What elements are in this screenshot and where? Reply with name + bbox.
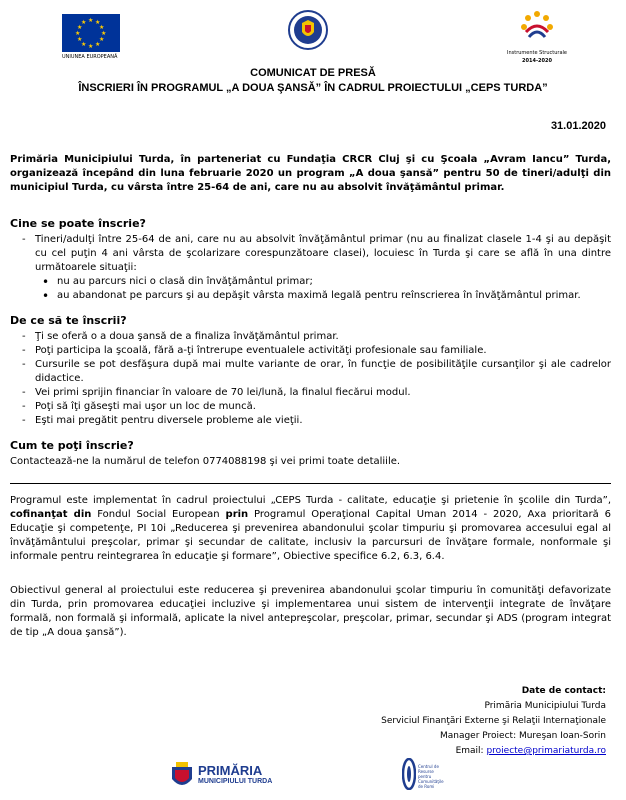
list-item: - Ţi se oferă o a doua şansă de a finaliza învăţământul primar. [10, 330, 611, 344]
government-seal-icon [288, 10, 328, 50]
structural-instruments-caption: Instrumente Structurale [507, 50, 567, 56]
structural-instruments-years: 2014-2020 [522, 58, 552, 64]
email-link[interactable]: proiecte@primariaturda.ro [486, 746, 606, 756]
crcr-logo [402, 758, 448, 790]
government-logo [288, 10, 328, 50]
primaria-wordmark [198, 765, 272, 787]
section-how-title: Cum te poţi înscrie? [10, 439, 134, 452]
list-item: - Poţi să îţi găseşti mai uşor un loc de muncă. [10, 400, 611, 414]
list-item [10, 233, 611, 303]
primaria-logo [170, 758, 272, 794]
primaria-title: PRIMĂRIA [198, 763, 263, 778]
section-who-title: Cine se poate înscrie? [10, 217, 146, 230]
crcr-emblem-icon [402, 758, 416, 790]
turda-coat-of-arms-icon [170, 761, 194, 791]
divider [10, 483, 611, 484]
project-text-bold: cofinanţat din [10, 509, 92, 520]
contact-block [346, 684, 606, 759]
list-item: - Vei primi sprijin financiar în valoare de 70 lei/lună, la finalul fiecărui modul. [10, 386, 611, 400]
eu-caption: UNIUNEA EUROPEANĂ [62, 54, 118, 60]
project-text-bold: prin [225, 509, 249, 520]
primaria-subtitle: MUNICIPIULUI TURDA [198, 778, 273, 785]
contact-org: Primăria Municipiului Turda [484, 701, 606, 711]
main-content [10, 153, 611, 660]
bullet-item: • nu au parcurs nici o clasă din învăţământul primar; [35, 275, 611, 289]
contact-title: Date de contact: [521, 686, 606, 696]
project-text: Fondul Social European [91, 509, 226, 520]
how-text: Contactează-ne la numărul de telefon 0774088198 şi vei primi toate detaliile. [10, 456, 401, 467]
eu-logo [62, 14, 124, 60]
project-text: Programul Operaţional Capital Uman 2014 - 2020, Axa prioritară 6 Educaţie şi competenţe, PI 10i „Reducerea şi prevenirea abandonului şcolar timpuriu şi promovarea accesului egal al învăţământului preşcolar, primar şi secundar de calitate, inclusiv la parcursuri de învăţare formale, nonformale şi informale pentru reintegrarea în educaţie şi formare”, Obiective specifice 6.2, 6.3, 6.4. [10, 509, 612, 562]
crcr-caption: Centrul de Resurse pentru Comunităţile de Romi [418, 764, 444, 789]
structural-instruments-icon [520, 10, 554, 44]
situation-bullets [35, 275, 611, 303]
header-subtitle: ÎNSCRIERI ÎN PROGRAMUL „A DOUA ŞANSĂ” ÎN CADRUL PROIECTULUI „CEPS TURDA” [78, 82, 548, 94]
section-why-list [10, 330, 611, 428]
header-title: COMUNICAT DE PRESĂ [250, 67, 376, 79]
project-paragraph-2: Obiectivul general al proiectului este reducerea şi prevenirea abandonului şcolar timpuriu în comunităţi defavorizate din Turda, prin promovarea educaţiei incluzive şi implementarea unui sistem de intervenţii integrate de învăţare formală, non formală şi informală, aplicate la nivel antepreşcolar, preşcolar, primar, secundar şi ADS (program integrat de tip „A doua şansă”). [10, 585, 611, 638]
section-who-list [10, 233, 611, 303]
contact-dept: Serviciul Finanţări Externe şi Relaţii Internaţionale [381, 716, 606, 726]
list-item: - Poţi participa la şcoală, fără a-ţi întrerupe eventualele activităţi profesionale sau familiale. [10, 344, 611, 358]
logos-row [0, 10, 626, 70]
who-item-text: Tineri/adulţi între 25-64 de ani, care nu au absolvit învăţământul primar (nu au finalizat clasele 1-4 şi au depăşit cu cel puţin 4 ani vârsta de şcolarizare corespunzătoare clasei), locuiesc în Turda şi care se află în una dintre următoarele situaţii: [35, 234, 611, 273]
release-date: 31.01.2020 [550, 120, 606, 132]
project-text: Programul este implementat în cadrul proiectului „CEPS Turda - calitate, educaţie şi prietenie în şcolile din Turda”, [10, 495, 611, 506]
list-item: - Eşti mai pregătit pentru diversele probleme ale vieţii. [10, 414, 611, 428]
list-item: - Cursurile se pot desfăşura după mai multe variante de orar, în funcţie de posibilităţile cursanţilor şi ale cadrelor didactice. [10, 358, 611, 386]
project-paragraph-1 [10, 494, 611, 564]
intro-paragraph: Primăria Municipiului Turda, în parteneriat cu Fundaţia CRCR Cluj şi cu Şcoala „Avram Iancu” Turda, organizează începând din luna februarie 2020 un program „A doua şansă” pentru 50 de tineri/adulţi din municipiul Turda, cu vârsta între 25-64 de ani, care nu au absolvit învăţământul primar. [10, 154, 611, 193]
eu-flag-icon: ★ ★ ★ ★ ★ ★ ★ ★ ★ ★ ★ ★ [62, 14, 120, 52]
contact-manager: Manager Proiect: Mureşan Ioan-Sorin [439, 731, 606, 741]
contact-email-line [346, 744, 606, 759]
section-why-title: De ce să te înscrii? [10, 314, 127, 327]
press-release-header [0, 66, 626, 96]
structural-instruments-logo [502, 10, 572, 64]
bullet-item: • au abandonat pe parcurs şi au depăşit vârsta maximă legală pentru reînscrierea în învăţământul primar. [35, 289, 611, 303]
email-label: Email: [455, 746, 487, 756]
